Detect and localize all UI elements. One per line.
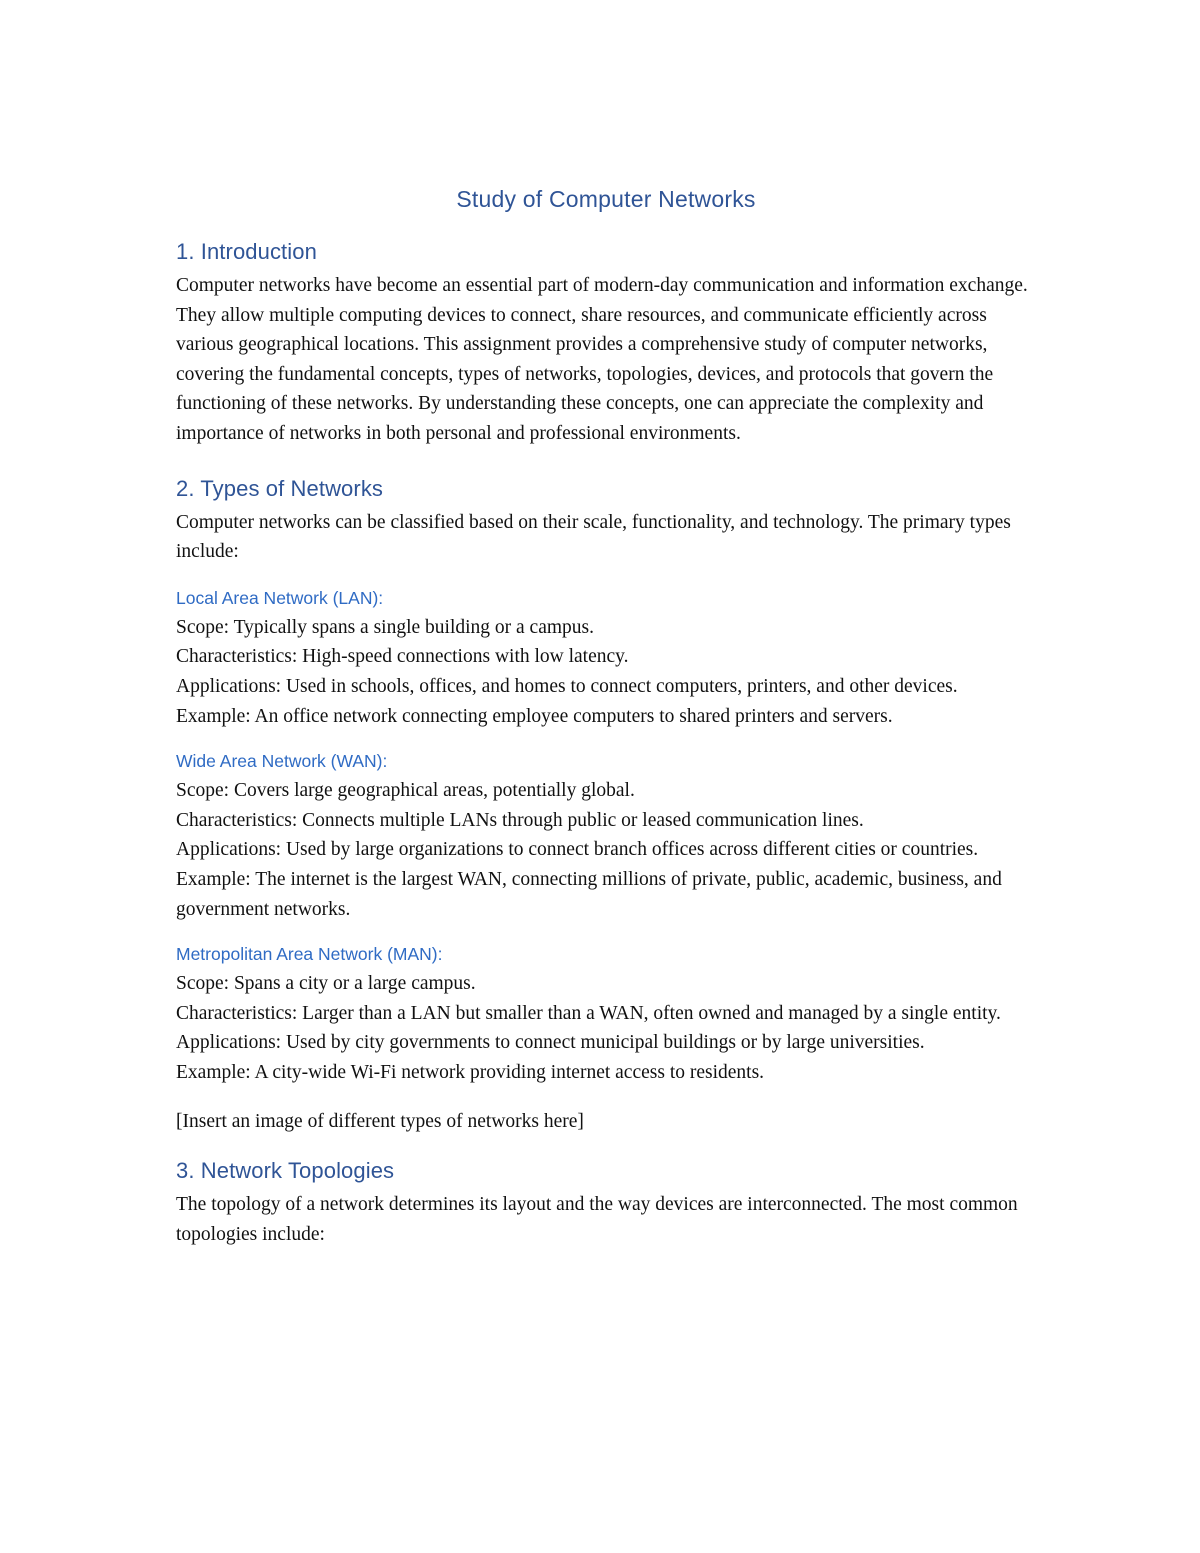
document-title: Study of Computer Networks	[456, 186, 756, 212]
document-page	[176, 186, 1036, 1249]
section-heading: 2. Types of Networks	[176, 475, 384, 501]
scope-line: Scope: Spans a city or a large campus.	[176, 973, 476, 995]
applications-line: Applications: Used in schools, offices, and homes to connect computers, printers, and other devices.	[176, 675, 958, 697]
scope-line: Scope: Typically spans a single building or a campus.	[176, 616, 594, 638]
section-paragraph: Computer networks can be classified based on their scale, functionality, and technology. The primary types include:	[176, 511, 1011, 563]
section-paragraph: Computer networks have become an essential part of modern-day communication and information exchange. They allow multiple computing devices to connect, share resources, and communicate efficiently across various geographical locations. This assignment provides a comprehensive study of computer networks, covering the fundamental concepts, types of networks, topologies, devices, and protocols that govern the functioning of these networks. By understanding these concepts, one can appreciate the complexity and importance of networks in both personal and professional environments.	[176, 275, 1028, 444]
applications-line: Applications: Used by city governments to connect municipal buildings or by large universities.	[176, 1032, 925, 1054]
section-heading: 1. Introduction	[176, 239, 317, 264]
subsection-lan	[176, 588, 1036, 731]
example-line: Example: A city-wide Wi-Fi network providing internet access to residents.	[176, 1061, 765, 1083]
characteristics-line: Characteristics: High-speed connections with low latency.	[176, 646, 629, 668]
characteristics-line: Characteristics: Connects multiple LANs through public or leased communication lines.	[176, 809, 864, 831]
example-line: Example: An office network connecting employee computers to shared printers and servers.	[176, 705, 893, 727]
subsection-heading: Metropolitan Area Network (MAN):	[176, 944, 443, 965]
characteristics-line: Characteristics: Larger than a LAN but smaller than a WAN, often owned and managed by a single entity.	[176, 1002, 1001, 1024]
subsection-heading: Local Area Network (LAN):	[176, 587, 384, 608]
section-introduction	[176, 239, 1036, 449]
section-types-of-networks	[176, 476, 1036, 1138]
example-line: Example: The internet is the largest WAN, connecting millions of private, public, academic, business, and government networks.	[176, 868, 1002, 920]
image-placeholder-text: [Insert an image of different types of networks here]	[176, 1111, 584, 1133]
applications-line: Applications: Used by large organizations to connect branch offices across different cities or countries.	[176, 839, 979, 861]
scope-line: Scope: Covers large geographical areas, potentially global.	[176, 780, 635, 802]
subsection-wan	[176, 751, 1036, 924]
section-network-topologies	[176, 1158, 1036, 1249]
subsection-heading: Wide Area Network (WAN):	[176, 751, 388, 772]
section-heading: 3. Network Topologies	[176, 1158, 395, 1184]
subsection-man	[176, 944, 1036, 1087]
section-paragraph: The topology of a network determines its layout and the way devices are interconnected. The most common topologies include:	[176, 1194, 1018, 1245]
